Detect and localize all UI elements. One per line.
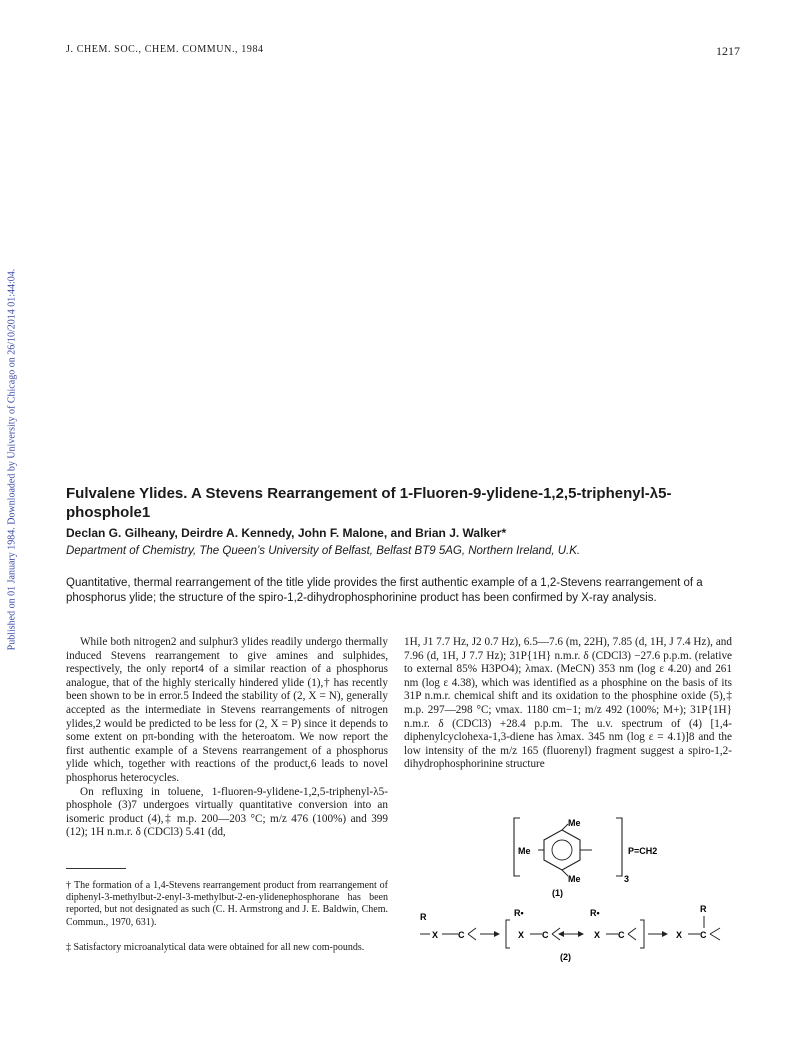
methyl-label-left: Me	[518, 846, 531, 856]
article-abstract: Quantitative, thermal rearrangement of the title ylide provides the first authentic example of a 1,2-Stevens rearrangement of a phosphorus ylide; the structure of the spiro-1,2-dihydrophosphorinine product has been confirmed by X-ray analysis.	[66, 577, 703, 604]
article-authors: Declan G. Gilheany, Deirdre A. Kennedy, John F. Malone, and Brian J. Walker*	[66, 526, 507, 540]
paragraph-intro: While both nitrogen2 and sulphur3 ylides readily undergo thermally induced Stevens rearrangement to give amines and sulphides, respectively, the only report4 of a similar reaction of a phosphorus analogue, that of the highly sterically hindered ylide (1),† has recently been shown to be in error.5 Indeed the stability of (2, X = N), generally accepted as the intermediate in Stevens rearrangements of nitrogen ylides,2 would be predicted to be less for (2, X = P) since it depends to some extent on pπ-bonding with the heteroatom. We now report the first authentic example of a Stevens rearrangement of a phosphorus ylide which, together with reactions of the product,6 leads to novel phosphorus heterocycles.	[66, 636, 388, 784]
paragraph-reflux: On refluxing in toluene, 1-fluoren-9-ylidene-1,2,5-triphenyl-λ5-phosphole (3)7 undergoes virtually quantitative conversion into an isomeric product (4),‡ m.p. 200—203 °C; m/z 476 (100%) and 399 (12); 1H n.m.r. δ (CDCl3) 5.41 (dd,	[66, 785, 388, 839]
methyl-label-top: Me	[568, 818, 581, 828]
structure-2	[418, 902, 728, 964]
subscript-3: 3	[624, 874, 630, 884]
x-atom-3: X	[594, 930, 601, 940]
svg-text:C: C	[458, 930, 465, 940]
structure-2-label: (2)	[560, 952, 571, 962]
methyl-label-bottom: Me	[568, 874, 581, 884]
footnote-dagger: † The formation of a 1,4-Stevens rearrangement product from rearrangement of diphenyl-3-methylbut-2-enyl-3-methylbut-2-en-ylidenephosphorane has been reported, but not designated as such (C. H. Armstrong and J. E. Baldwin, Chem. Commun., 1970, 631).	[66, 880, 388, 928]
x-atom-4: X	[676, 930, 683, 940]
footnote-ddagger: ‡ Satisfactory microanalytical data were obtained for all new com-pounds.	[66, 942, 365, 953]
body-column-left	[66, 636, 388, 840]
r-group-2: R	[700, 904, 707, 914]
x-atom-2: X	[518, 930, 525, 940]
svg-text:C: C	[618, 930, 625, 940]
paragraph-spectra: 1H, J1 7.7 Hz, J2 0.7 Hz), 6.5—7.6 (m, 22H), 7.85 (d, 1H, J 7.4 Hz), and 7.96 (d, 1H, J 7.7 Hz); 31P{1H} n.m.r. δ (CDCl3) −27.6 p.p.m. (relative to external 85% H3PO4); λmax. (MeCN) 353 nm (log ε 4.20) and 261 nm (log ε 4.38), which was identified as a phosphine on the basis of its 31P n.m.r. chemical shift and its oxidation to the phosphine oxide (5),‡ m.p. 297—298 °C; νmax. 1180 cm−1; m/z 492 (100%; M+); 31P{1H} n.m.r. δ (CDCl3) +28.4 p.p.m. The u.v. spectrum of (4) [1,4-diphenylcyclohexa-1,3-diene has λmax. 345 nm (log ε = 4.1)]8 and the low intensity of the m/z 165 (fluorenyl) fragment suggest a spiro-1,2-dihydrophosphorinine structure	[404, 636, 732, 771]
svg-text:C: C	[700, 930, 707, 940]
article-title: Fulvalene Ylides. A Stevens Rearrangement of 1-Fluoren-9-ylidene-1,2,5-triphenyl-λ5-phosphole1	[66, 485, 672, 521]
page-number: 1217	[716, 44, 740, 58]
article-affiliation: Department of Chemistry, The Queen’s University of Belfast, Belfast BT9 5AG, Northern Ireland, U.K.	[66, 545, 581, 557]
download-watermark[interactable]: Published on 01 January 1984. Downloaded by University of Chicago on 26/10/2014 01:44:04.	[6, 268, 18, 651]
r-radical-2: R•	[590, 908, 600, 918]
r-radical-1: R•	[514, 908, 524, 918]
structure-1-label: (1)	[552, 888, 563, 898]
ylide-group: P=CH2	[628, 846, 658, 856]
body-column-right	[404, 636, 732, 772]
x-atom-1: X	[432, 930, 439, 940]
svg-text:C: C	[542, 930, 549, 940]
footnote-rule	[66, 868, 126, 869]
r-group-1: R	[420, 912, 427, 922]
structure-1	[500, 812, 670, 898]
journal-header: J. CHEM. SOC., CHEM. COMMUN., 1984	[66, 44, 264, 55]
